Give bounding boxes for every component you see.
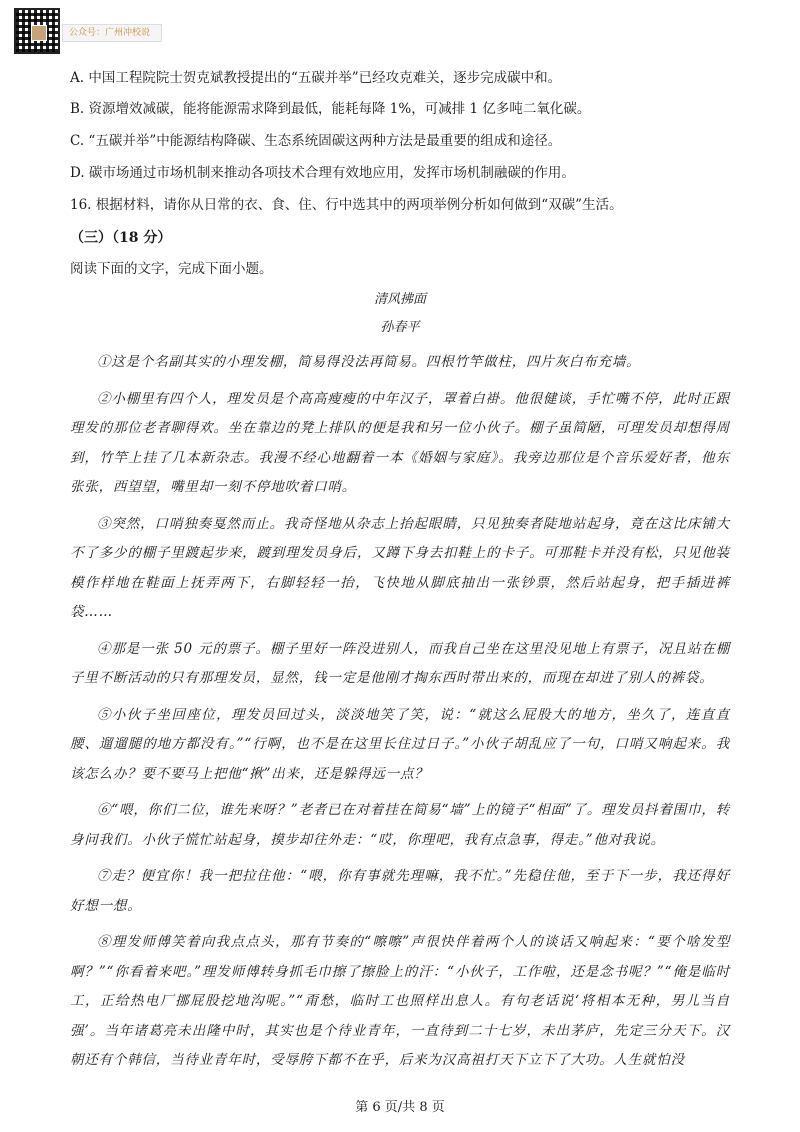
option-b: B. 资源增效减碳，能将能源需求降到最低，能耗每降 1%，可减排 1 亿多吨二氧化碳。 — [70, 101, 591, 117]
story-paragraph-1: ①这是个名副其实的小理发棚，简易得没法再简易。四根竹竿做柱，四片灰白布充墙。 — [97, 354, 641, 370]
story-paragraph-6: ⑥“喂，你们二位，谁先来呀？”老者已在对着挂在简易“墙”上的镜子“相面”了。理发员抖着围巾，转身问我们。小伙子慌忙站起身，摸步却往外走：“哎，你理吧，我有点急事，得走。”他对我说。 — [70, 802, 730, 848]
story-paragraph-3: ③突然，口哨独奏戛然而止。我奇怪地从杂志上抬起眼睛，只见独奏者陡地站起身，竟在这比床铺大不了多少的棚子里踱起步来，踱到理发员身后，又蹲下身去扣鞋上的卡子。可那鞋卡并没有松，只见他装模作样地在鞋面上抚弄两下，右脚轻轻一抬，飞快地从脚底抽出一张钞票，然后站起身，把手插进裤袋…… — [70, 515, 730, 620]
option-c: C. “五碳并举”中能源结构降碳、生态系统固碳这两种方法是最重要的组成和途径。 — [70, 133, 562, 149]
story-body — [70, 348, 730, 1083]
story-title: 清风拂面 — [373, 292, 426, 307]
option-d: D. 碳市场通过市场机制来推动各项技术合理有效地应用，发挥市场机制融碳的作用。 — [70, 165, 575, 181]
section-intro: 阅读下面的文字，完成下面小题。 — [70, 261, 273, 277]
story-paragraph-7: ⑦走？便宜你！我一把拉住他：“喂，你有事就先理嘛，我不忙。”先稳住他，至于下一步，我还得好好想一想。 — [70, 868, 730, 914]
story-paragraph-5: ⑤小伙子坐回座位，理发员回过头，淡淡地笑了笑，说：“就这么屁股大的地方，坐久了，连直直腰、遛遛腿的地方都没有。”“行啊，也不是在这里长住过日子。”小伙子胡乱应了一句，口哨又响起来。我该怎么办？要不要马上把他“揪”出来，还是躲得远一点？ — [70, 706, 730, 782]
story-paragraph-2: ②小棚里有四个人，理发员是个高高瘦瘦的中年汉子，罩着白褂。他很健谈，手忙嘴不停，此时正跟理发的那位老者聊得欢。坐在靠边的凳上排队的便是我和另一位小伙子。棚子虽简陋，可理发员却想得周到，竹竿上挂了几本新杂志。我漫不经心地翻着一本《婚姻与家庭》。我旁边那位是个音乐爱好者，他东张张，西望望，嘴里却一刻不停地吹着口哨。 — [70, 390, 730, 495]
header-banner: 公众号：广州冲校说 — [62, 24, 162, 42]
qr-code-image — [14, 8, 60, 54]
story-paragraph-4: ④那是一张 50 元的票子。棚子里好一阵没进别人，而我自己坐在这里没见地上有票子，况且站在棚子里不断活动的只有那理发员，显然，钱一定是他刚才掏东西时带出来的，而现在却进了别人的裤袋。 — [70, 640, 730, 686]
section-heading: （三）（18 分） — [70, 230, 172, 246]
qr-logo — [31, 25, 47, 41]
story-author: 孙春平 — [380, 320, 420, 335]
page-number: 第 6 页/共 8 页 — [355, 1100, 445, 1115]
question-16: 16. 根据材料，请你从日常的衣、食、住、行中选其中的两项举例分析如何做到“双碳”生活。 — [70, 197, 623, 213]
story-paragraph-8: ⑧理发师傅笑着向我点点头，那有节奏的“嚓嚓”声很快伴着两个人的谈话又响起来：“要个啥发型啊？”“你看着来吧。”理发师傅转身抓毛巾擦了擦脸上的汗：“小伙子，工作啦，还是念书呢？”“俺是临时工，正给热电厂挪屁股挖地沟呢。”“甭愁，临时工也照样出息人。有句老话说‘将相本无种，男儿当自强’。当年诸葛亮未出隆中时，其实也是个待业青年，一直待到二十七岁，未出茅庐，先定三分天下。汉朝还有个韩信，当待业青年时，受辱胯下都不在乎，后来为汉高祖打天下立下了大功。人生就怕没 — [70, 934, 730, 1068]
option-a: A. 中国工程院院士贺克斌教授提出的“五碳并举”已经攻克难关，逐步完成碳中和。 — [70, 70, 562, 86]
